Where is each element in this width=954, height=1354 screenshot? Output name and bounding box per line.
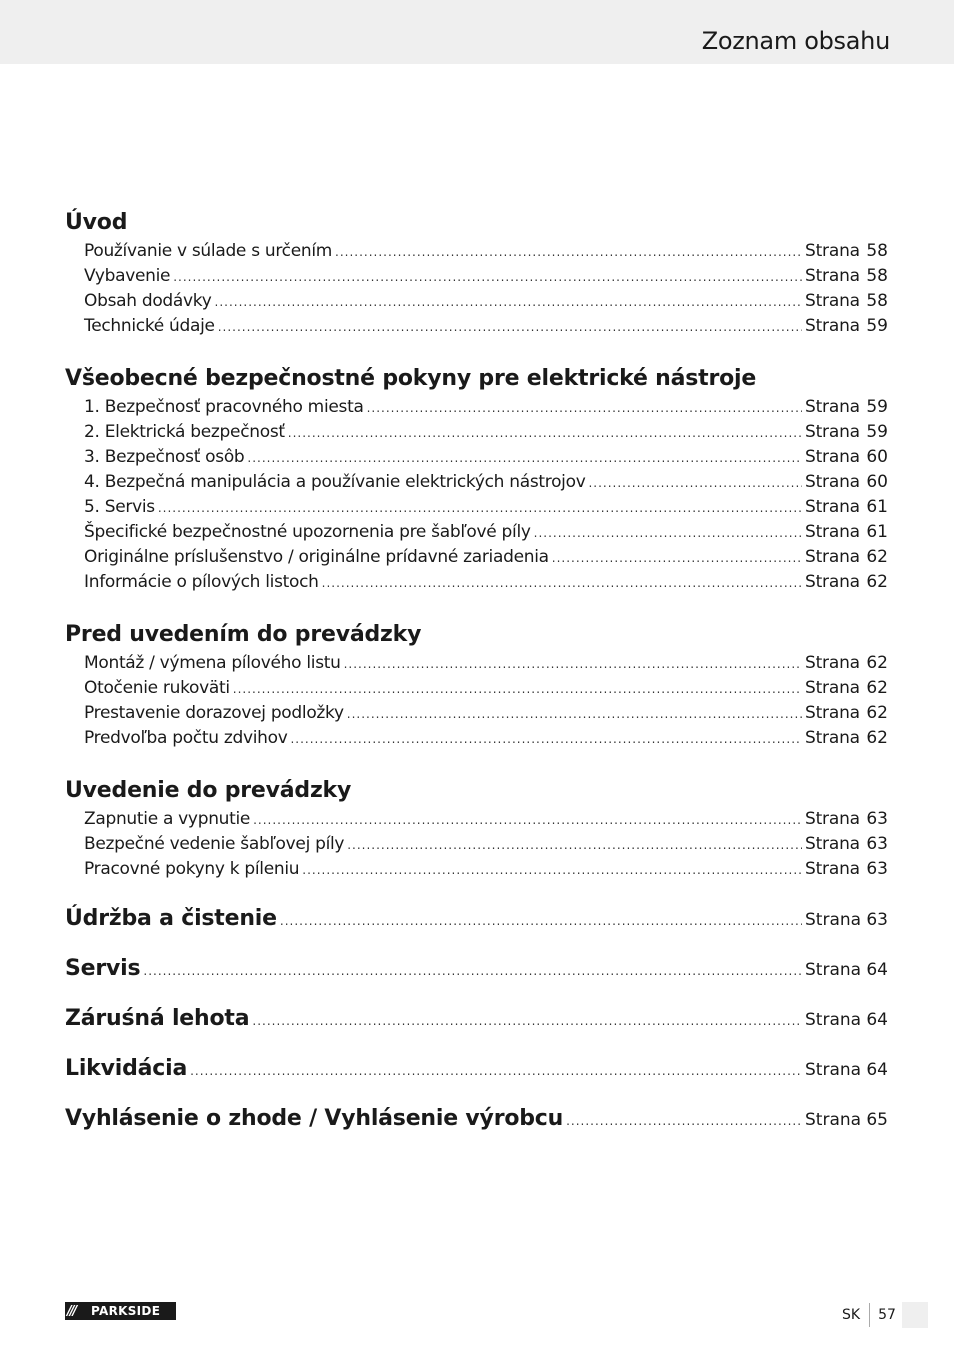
page-number: 59 — [866, 397, 888, 417]
entry-label: Vybavenie — [84, 266, 171, 286]
toc-entry[interactable] — [65, 676, 888, 701]
toc-entry[interactable] — [65, 832, 888, 857]
page-reference — [805, 676, 888, 701]
entry-label: Predvoľba počtu zdvihov — [84, 728, 288, 748]
page-number: 59 — [866, 316, 888, 336]
toc-section — [65, 618, 888, 751]
page-number: 61 — [866, 497, 888, 517]
dot-leader — [218, 315, 802, 340]
page-number: 62 — [866, 703, 888, 723]
section-heading: Záruśná lehota — [65, 1006, 250, 1031]
page-ref-word: Strana — [805, 397, 860, 417]
page-ref-word: Strana — [805, 316, 860, 336]
page-reference — [805, 289, 888, 314]
page-reference — [805, 264, 888, 289]
page-ref-word: Strana — [805, 1010, 862, 1030]
page-reference — [805, 545, 888, 570]
page-number: 63 — [866, 809, 888, 829]
logo-text: PARKSIDE — [91, 1304, 161, 1318]
footer-page-info — [842, 1303, 896, 1327]
page-number: 58 — [866, 266, 888, 286]
page-ref-word: Strana — [805, 447, 860, 467]
page-number: 62 — [866, 572, 888, 592]
section-heading: Vyhlásenie o zhode / Vyhlásenie výrobcu — [65, 1106, 564, 1131]
section-heading: Servis — [65, 956, 141, 981]
toc-entry[interactable] — [65, 445, 888, 470]
page-ref-word: Strana — [805, 834, 860, 854]
page-number: 61 — [866, 522, 888, 542]
page-ref-word: Strana — [805, 291, 860, 311]
dot-leader — [215, 290, 803, 315]
entry-label: 3. Bezpečnosť osôb — [84, 447, 245, 467]
page-reference — [805, 1095, 888, 1145]
entry-label: Obsah dodávky — [84, 291, 212, 311]
entry-label: 5. Servis — [84, 497, 155, 517]
page-ref-word: Strana — [805, 497, 860, 517]
page-number: 60 — [866, 447, 888, 467]
toc-entry[interactable] — [65, 570, 888, 595]
entry-label: Bezpečné vedenie šabľovej píly — [84, 834, 345, 854]
toc-entry[interactable] — [65, 420, 888, 445]
page-number: 63 — [866, 834, 888, 854]
page-reference — [805, 726, 888, 751]
toc-section — [65, 206, 888, 339]
page-ref-word: Strana — [805, 1110, 862, 1130]
toc-entry[interactable] — [65, 239, 888, 264]
toc-single-section[interactable] — [65, 1094, 888, 1144]
page-reference — [805, 495, 888, 520]
page-reference — [805, 520, 888, 545]
toc-entry[interactable] — [65, 651, 888, 676]
header-bar — [0, 0, 954, 64]
page-ref-word: Strana — [805, 809, 860, 829]
page-reference — [805, 420, 888, 445]
dot-leader — [253, 808, 802, 833]
dot-leader — [280, 896, 802, 946]
page-ref-word: Strana — [805, 960, 862, 980]
section-heading: Pred uvedením do prevádzky — [65, 622, 422, 647]
entry-label: Informácie o pílových listoch — [84, 572, 319, 592]
page-ref-word: Strana — [805, 472, 860, 492]
toc-entry[interactable] — [65, 545, 888, 570]
table-of-contents — [65, 206, 888, 1144]
entry-label: Pracovné pokyny k píleniu — [84, 859, 300, 879]
dot-leader — [173, 265, 802, 290]
page-number: 64 — [866, 960, 888, 980]
language-code: SK — [842, 1307, 861, 1323]
page-ref-word: Strana — [805, 241, 860, 261]
dot-leader — [288, 421, 802, 446]
toc-single-section[interactable] — [65, 1044, 888, 1094]
entry-label: Technické údaje — [84, 316, 215, 336]
page-number: 62 — [866, 653, 888, 673]
entry-label: Prestavenie dorazovej podložky — [84, 703, 344, 723]
toc-entry[interactable] — [65, 470, 888, 495]
toc-entry[interactable] — [65, 857, 888, 882]
dot-leader — [588, 471, 802, 496]
toc-entry[interactable] — [65, 264, 888, 289]
page-reference — [805, 895, 888, 945]
page-number: 63 — [866, 859, 888, 879]
page-reference — [805, 239, 888, 264]
page-number: 57 — [878, 1307, 896, 1323]
dot-leader — [552, 546, 802, 571]
page-reference — [805, 832, 888, 857]
toc-entry[interactable] — [65, 726, 888, 751]
page-ref-word: Strana — [805, 572, 860, 592]
page-number: 62 — [866, 728, 888, 748]
page-ref-word: Strana — [805, 547, 860, 567]
page-reference — [805, 945, 888, 995]
dot-leader — [335, 240, 802, 265]
page-number: 59 — [866, 422, 888, 442]
page-number: 62 — [866, 547, 888, 567]
page-number: 65 — [866, 1110, 888, 1130]
page-number: 58 — [866, 291, 888, 311]
page-ref-word: Strana — [805, 859, 860, 879]
section-heading: Likvidácia — [65, 1056, 188, 1081]
dot-leader — [252, 996, 802, 1046]
page-ref-word: Strana — [805, 678, 860, 698]
entry-label: Zapnutie a vypnutie — [84, 809, 251, 829]
page-reference — [805, 651, 888, 676]
page-ref-word: Strana — [805, 703, 860, 723]
page-ref-word: Strana — [805, 522, 860, 542]
page-title: Zoznam obsahu — [701, 27, 890, 55]
page-reference — [805, 395, 888, 420]
page-ref-word: Strana — [805, 266, 860, 286]
dot-leader — [566, 1096, 802, 1146]
entry-label: Otočenie rukoväti — [84, 678, 230, 698]
toc-entry[interactable] — [65, 495, 888, 520]
toc-entry[interactable] — [65, 807, 888, 832]
page-ref-word: Strana — [805, 422, 860, 442]
logo-slashes: /// — [67, 1303, 76, 1319]
toc-single-section[interactable] — [65, 944, 888, 994]
page-reference — [805, 1045, 888, 1095]
page-number: 64 — [866, 1010, 888, 1030]
dot-leader — [290, 727, 802, 752]
page-reference — [805, 807, 888, 832]
entry-label: Špecifické bezpečnostné upozornenia pre šabľové píly — [84, 522, 531, 542]
footer-divider — [869, 1303, 870, 1327]
page-number: 64 — [866, 1060, 888, 1080]
page-ref-word: Strana — [805, 728, 860, 748]
page-reference — [805, 995, 888, 1045]
page-number: 58 — [866, 241, 888, 261]
toc-entry[interactable] — [65, 520, 888, 545]
page-ref-word: Strana — [805, 1060, 862, 1080]
dot-leader — [347, 833, 802, 858]
dot-leader — [233, 677, 802, 702]
toc-entry[interactable] — [65, 395, 888, 420]
page-reference — [805, 857, 888, 882]
page-reference — [805, 445, 888, 470]
toc-single-section[interactable] — [65, 994, 888, 1044]
dot-leader — [534, 521, 802, 546]
dot-leader — [143, 946, 802, 996]
toc-entry[interactable] — [65, 314, 888, 339]
page-number: 62 — [866, 678, 888, 698]
dot-leader — [158, 496, 802, 521]
page-reference — [805, 701, 888, 726]
parkside-logo — [65, 1302, 176, 1320]
dot-leader — [347, 702, 802, 727]
dot-leader — [344, 652, 802, 677]
toc-entry[interactable] — [65, 701, 888, 726]
footer-tab-marker — [902, 1302, 928, 1328]
entry-label: 1. Bezpečnosť pracovného miesta — [84, 397, 364, 417]
section-heading: Uvedenie do prevádzky — [65, 778, 352, 803]
dot-leader — [302, 858, 802, 883]
toc-single-section[interactable] — [65, 894, 888, 944]
section-heading: Úvod — [65, 210, 128, 235]
entry-label: 2. Elektrická bezpečnosť — [84, 422, 285, 442]
dot-leader — [367, 396, 802, 421]
entry-label: Používanie v súlade s určením — [84, 241, 333, 261]
toc-section — [65, 774, 888, 882]
page-number: 60 — [866, 472, 888, 492]
entry-label: Montáž / výmena pílového listu — [84, 653, 341, 673]
page-number: 63 — [866, 910, 888, 930]
section-heading: Údržba a čistenie — [65, 906, 277, 931]
dot-leader — [322, 571, 802, 596]
page-ref-word: Strana — [805, 910, 862, 930]
page-reference — [805, 470, 888, 495]
dot-leader — [190, 1046, 802, 1096]
toc-entry[interactable] — [65, 289, 888, 314]
section-heading: Všeobecné bezpečnostné pokyny pre elektrické nástroje — [65, 366, 757, 391]
toc-section — [65, 362, 888, 595]
page-reference — [805, 570, 888, 595]
page-reference — [805, 314, 888, 339]
entry-label: Originálne príslušenstvo / originálne prídavné zariadenia — [84, 547, 549, 567]
dot-leader — [247, 446, 802, 471]
entry-label: 4. Bezpečná manipulácia a používanie elektrických nástrojov — [84, 472, 586, 492]
page-ref-word: Strana — [805, 653, 860, 673]
